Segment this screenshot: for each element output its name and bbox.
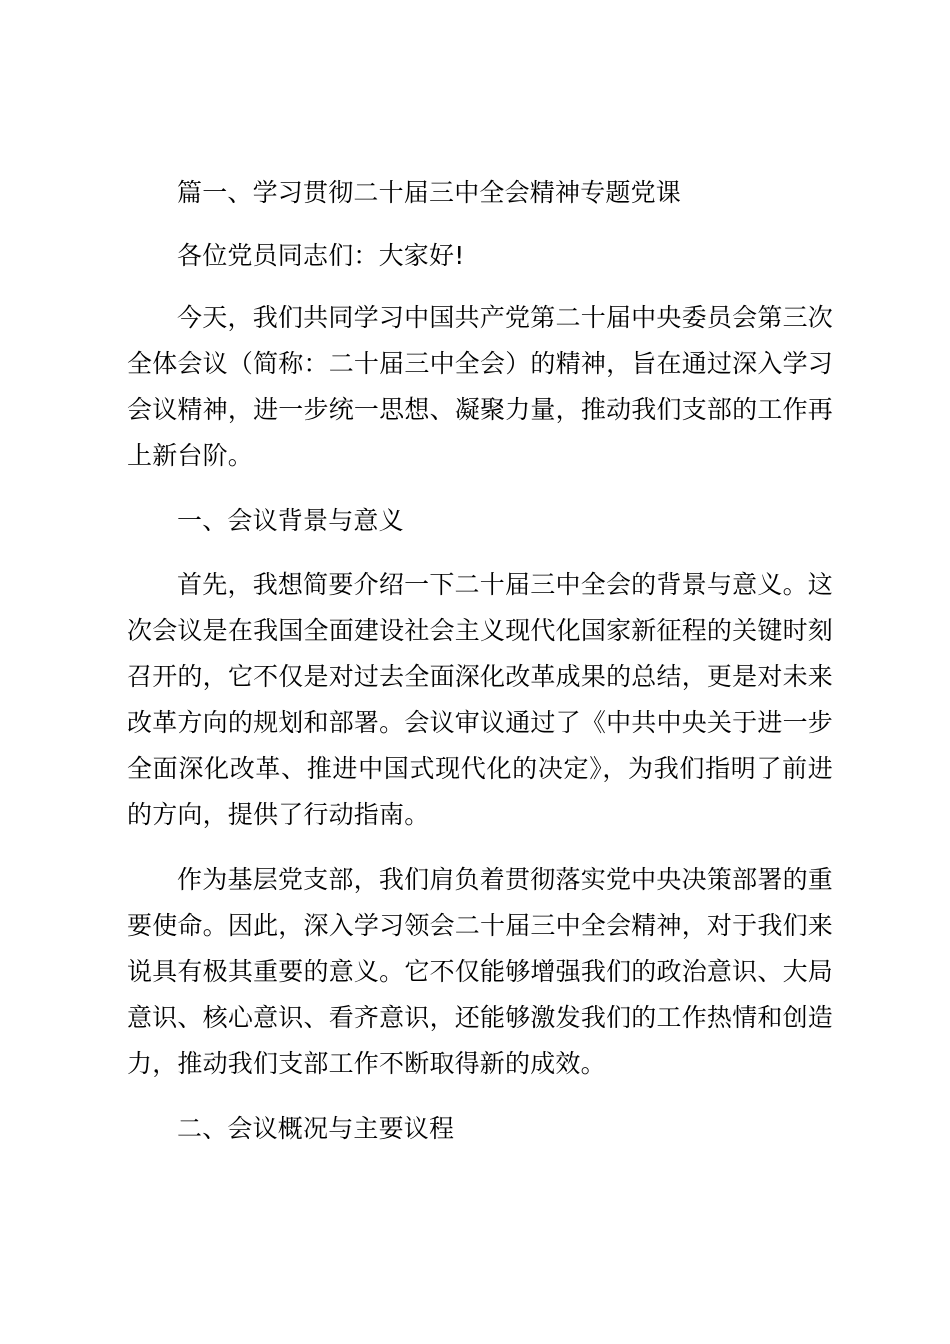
section-heading-background: 一、会议背景与意义	[177, 506, 404, 535]
significance-paragraph: 作为基层党支部，我们肩负着贯彻落实党中央决策部署的重要使命。因此，深入学习领会二十届三中全会精神，对于我们来说具有极其重要的意义。它不仅能够增强我们的政治意识、大局意识、核心意识、看齐意识，还能够激发我们的工作热情和创造力，推动我们支部工作不断取得新的成效。	[127, 865, 833, 1078]
intro-paragraph: 今天，我们共同学习中国共产党第二十届中央委员会第三次全体会议（简称：二十届三中全会）的精神，旨在通过深入学习会议精神，进一步统一思想、凝聚力量，推动我们支部的工作再上新台阶。	[127, 303, 833, 470]
section-heading-overview: 二、会议概况与主要议程	[177, 1114, 455, 1143]
document-body	[127, 170, 833, 1170]
document-title: 篇一、学习贯彻二十届三中全会精神专题党课	[177, 178, 682, 207]
background-paragraph: 首先，我想简要介绍一下二十届三中全会的背景与意义。这次会议是在我国全面建设社会主义现代化国家新征程的关键时刻召开的，它不仅是对过去全面深化改革成果的总结，更是对未来改革方向的规划和部署。会议审议通过了《中共中央关于进一步全面深化改革、推进中国式现代化的决定》，为我们指明了前进的方向，提供了行动指南。	[127, 570, 833, 829]
greeting: 各位党员同志们：大家好!	[177, 241, 465, 270]
